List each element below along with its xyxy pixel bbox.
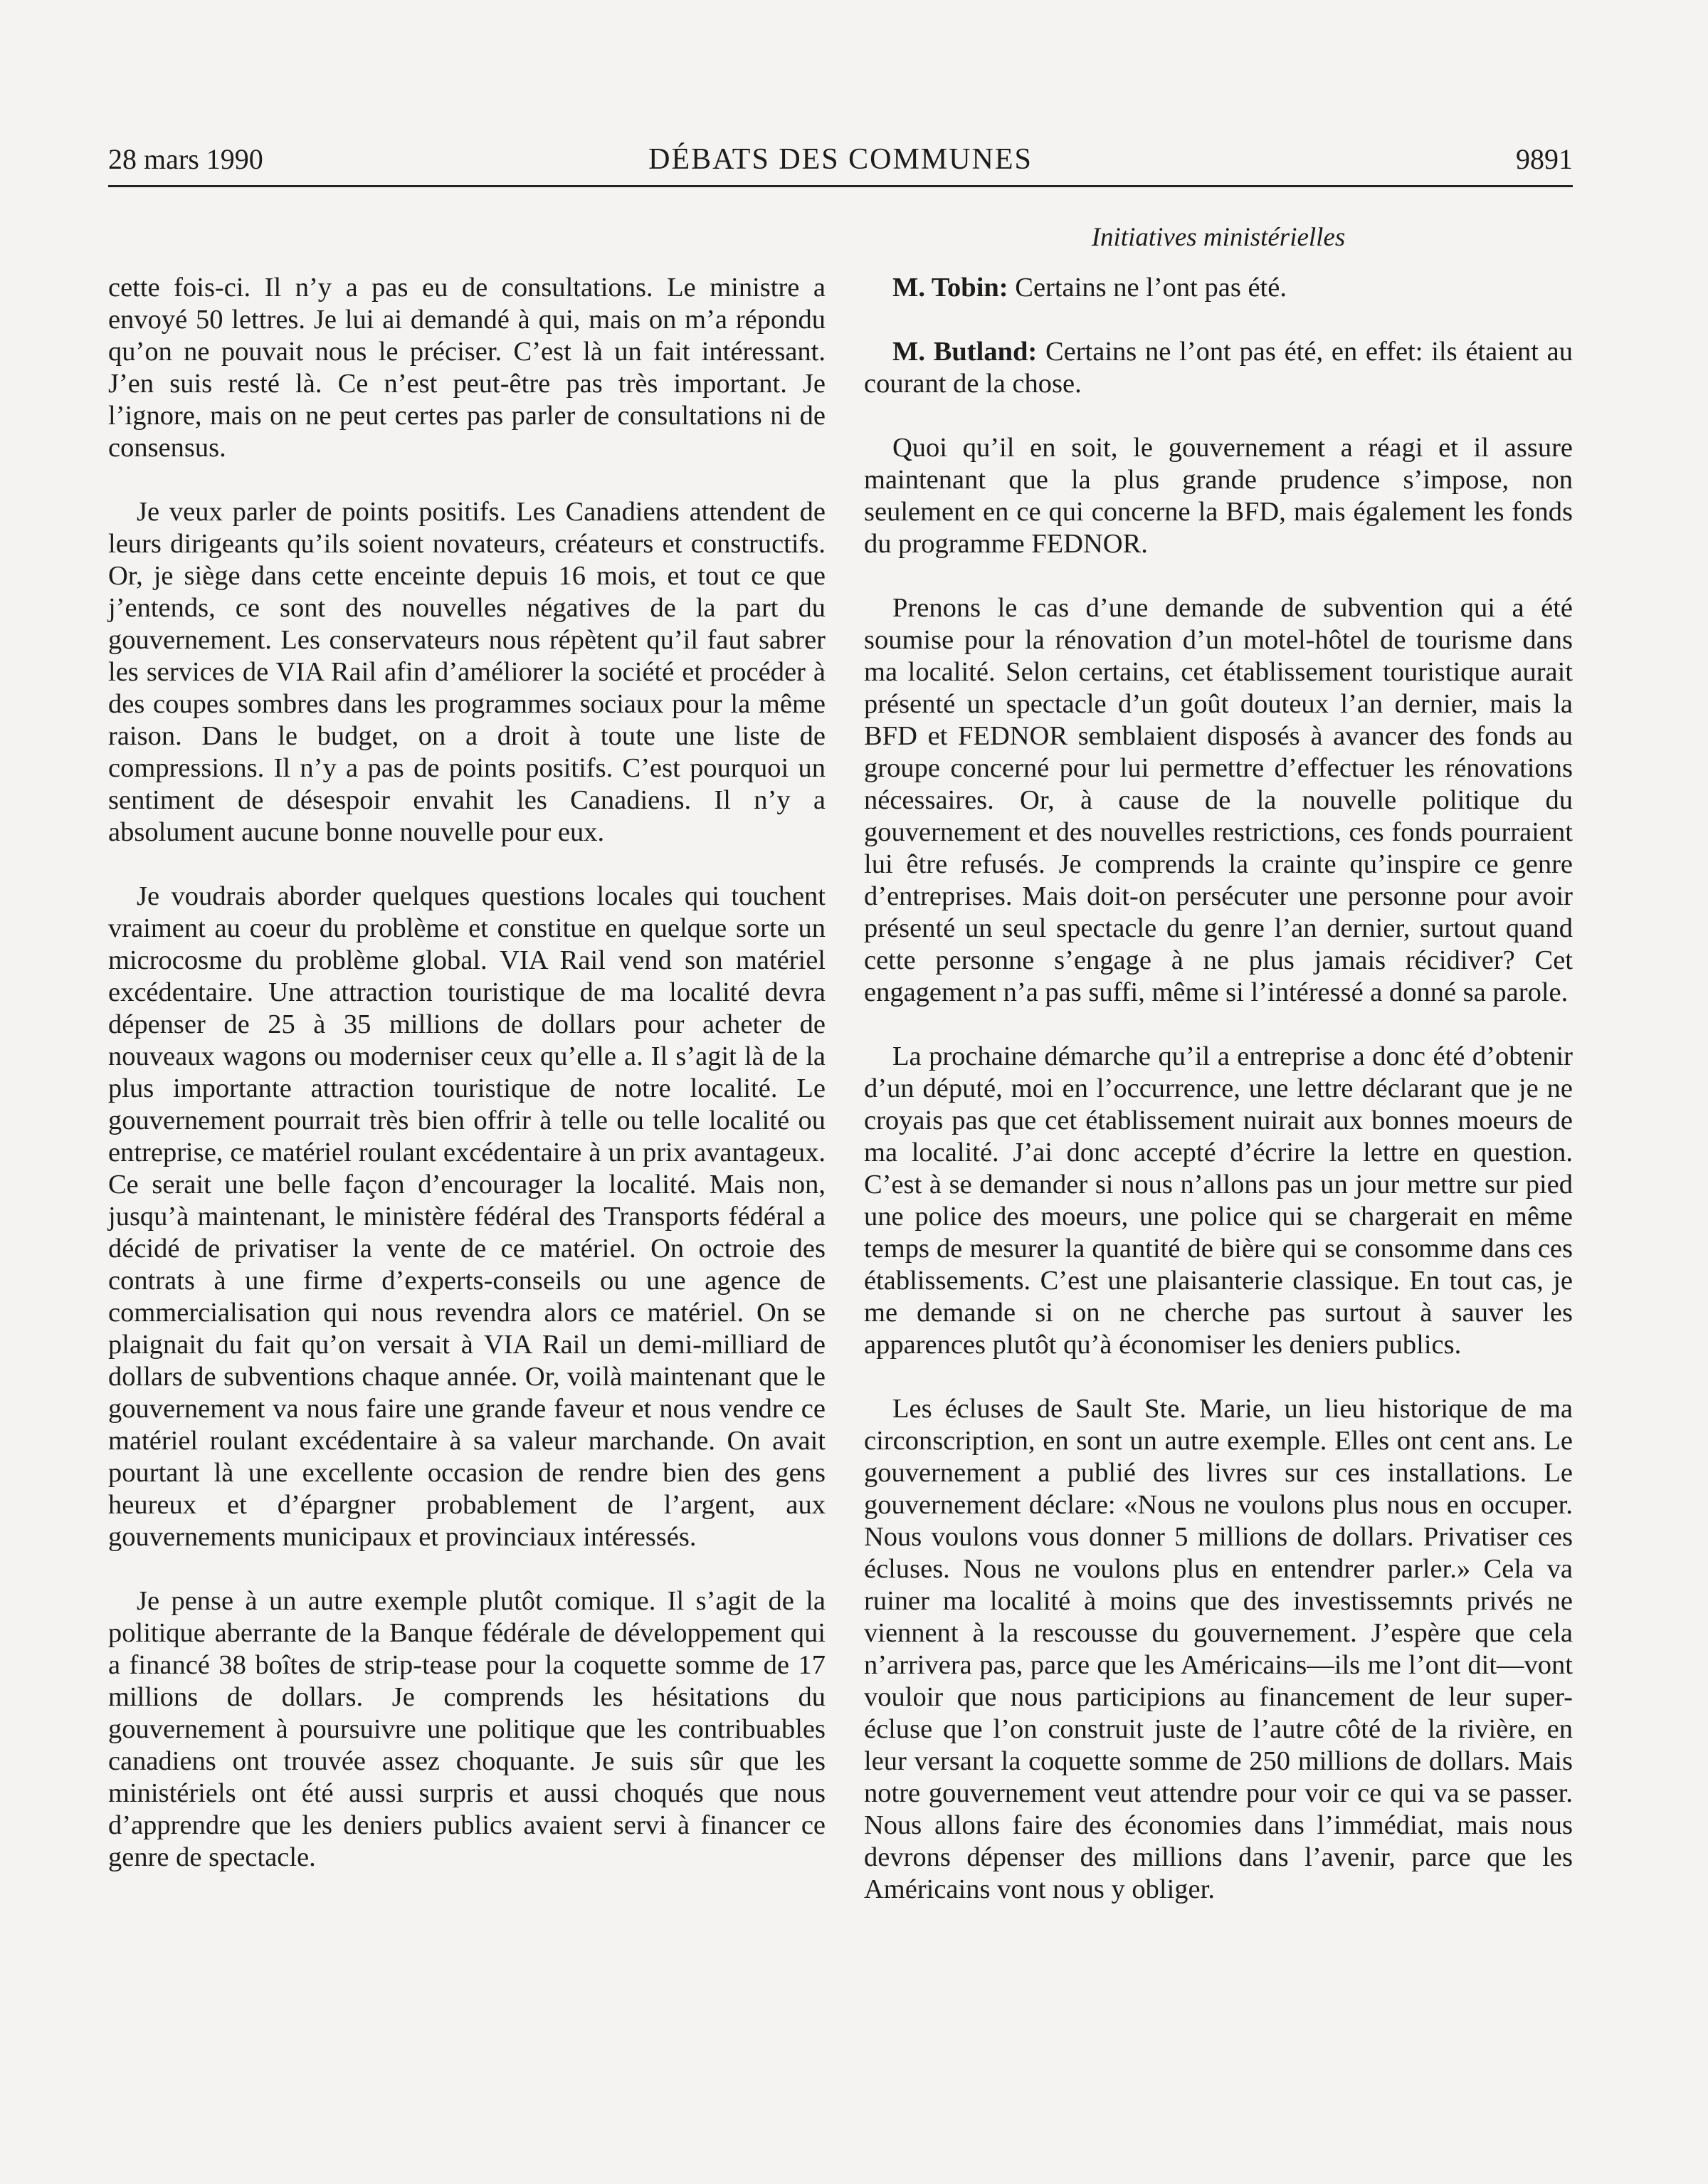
right-paragraph-4: Prenons le cas d’une demande de subvention qui a été soumise pour la rénovation d’un motel-hôtel de tourisme dans ma localité. Selon certains, cet établissement touristique aurait présenté un spectacle d’un goût douteux l’an dernier, mais la BFD et FEDNOR semblaient disposés à avancer des fonds au groupe concerné pour lui permettre d’effectuer les rénovations nécessaires. Or, à cause de la nouvelle politique du gouvernement et des nouvelles restrictions, ces fonds pourraient lui être refusés. Je comprends la crainte qu’inspire ce genre d’entreprises. Mais doit-on persécuter une personne pour avoir présenté un seul spectacle du genre l’an dernier, surtout quand cette personne s’engage à ne plus jamais récidiver? Cet engagement n’a pas suffi, même si l’intéressé a donné sa parole. — [864, 593, 1573, 1007]
left-paragraph-4: Je pense à un autre exemple plutôt comique. Il s’agit de la politique aberrante de la Banque fédérale de développement qui a financé 38 boîtes de strip-tease pour la coquette somme de 17 millions de dollars. Je comprends les hésitations du gouvernement à poursuivre une politique que les contribuables canadiens ont trouvée assez choquante. Je suis sûr que les ministériels ont été aussi surpris et aussi choqués que nous d’apprendre que les deniers publics avaient servi à financer ce genre de spectacle. — [108, 1586, 826, 1872]
section-heading: Initiatives ministérielles — [1091, 223, 1346, 252]
left-column — [108, 272, 826, 1906]
speaker-butland: M. Butland: — [892, 337, 1038, 367]
header-rule — [108, 185, 1573, 187]
right-column — [864, 272, 1573, 1938]
left-paragraph-2: Je veux parler de points positifs. Les Canadiens attendent de leurs dirigeants qu’ils soient novateurs, créateurs et constructifs. Or, je siège dans cette enceinte depuis 16 mois, et tout ce que j’entends, ce sont des nouvelles négatives de la part du gouvernement. Les conservateurs nous répètent qu’il faut sabrer les services de VIA Rail afin d’améliorer la société et procéder à des coupes sombres dans les programmes sociaux pour la même raison. Dans le budget, on a droit à toute une liste de compressions. Il n’y a pas de points positifs. C’est pourquoi un sentiment de désespoir envahit les Canadiens. Il n’y a absolument aucune bonne nouvelle pour eux. — [108, 497, 826, 847]
header-date: 28 mars 1990 — [108, 143, 263, 175]
right-paragraph-3: Quoi qu’il en soit, le gouvernement a réagi et il assure maintenant que la plus grande prudence s’impose, non seulement en ce qui concerne la BFD, mais également les fonds du programme FEDNOR. — [864, 433, 1573, 559]
left-paragraph-1: cette fois-ci. Il n’y a pas eu de consultations. Le ministre a envoyé 50 lettres. Je lui ai demandé à qui, mais on m’a répondu qu’on ne pouvait nous le préciser. C’est là un fait intéressant. J’en suis resté là. Ce n’est peut-être pas très important. Je l’ignore, mais on ne peut certes pas parler de consultations ni de consensus. — [108, 273, 826, 463]
running-header — [108, 142, 1573, 185]
right-paragraph-tobin — [864, 272, 1573, 304]
right-paragraph-6: Les écluses de Sault Ste. Marie, un lieu historique de ma circonscription, en sont un autre exemple. Elles ont cent ans. Le gouvernement a publié des livres sur ces installations. Le gouvernement déclare: «Nous ne voulons plus nous en occuper. Nous voulons vous donner 5 millions de dollars. Privatiser ces écluses. Nous ne voulons plus en entendrer parler.» Cela va ruiner ma localité à moins que des investissemnts privés ne viennent à la rescousse du gouvernement. J’espère que cela n’arrivera pas, parce que les Américains—ils me l’ont dit—vont vouloir que nous participions au financement de leur super-écluse que l’on construit juste de l’autre côté de la rivière, en leur versant la coquette somme de 250 millions de dollars. Mais notre gouvernement veut attendre pour voir ce qui va se passer. Nous allons faire des économies dans l’immédiat, mais nous devrons dépenser des millions dans l’avenir, parce que les Américains vont nous y obliger. — [864, 1394, 1573, 1904]
left-paragraph-3: Je voudrais aborder quelques questions locales qui touchent vraiment au coeur du problème et constitue en quelque sorte un microcosme du problème global. VIA Rail vend son matériel excédentaire. Une attraction touristique de ma localité devra dépenser de 25 à 35 millions de dollars pour acheter de nouveaux wagons ou moderniser ceux qu’elle a. Il s’agit là de la plus importante attraction touristique de notre localité. Le gouvernement pourrait très bien offrir à telle ou telle localité ou entreprise, ce matériel roulant excédentaire à un prix avantageux. Ce serait une belle façon d’encourager la localité. Mais non, jusqu’à maintenant, le ministère fédéral des Transports fédéral a décidé de privatiser la vente de ce matériel. On octroie des contrats à une firme d’experts-conseils ou une agence de commercialisation qui nous revendra alors ce matériel. On se plaignait du fait qu’on versait à VIA Rail un demi-milliard de dollars de subventions chaque année. Or, voilà maintenant que le gouvernement va nous faire une grande faveur et nous vendre ce matériel roulant excédentaire à sa valeur marchande. On avait pourtant là une excellente occasion de rendre bien des gens heureux et d’épargner probablement de l’argent, aux gouvernements municipaux et provinciaux intéressés. — [108, 881, 826, 1552]
speaker-tobin: M. Tobin: — [892, 273, 1008, 303]
page-number: 9891 — [1516, 143, 1573, 175]
right-paragraph-butland — [864, 336, 1573, 400]
right-paragraph-5: La prochaine démarche qu’il a entreprise a donc été d’obtenir d’un député, moi en l’occurrence, une lettre déclarant que je ne croyais pas que cet établissement nuirait aux bonnes moeurs de ma localité. J’ai donc accepté d’écrire la lettre en question. C’est à se demander si nous n’allons pas un jour mettre sur pied une police des moeurs, une police qui se chargerait en même temps de mesurer la quantité de bière qui se consomme dans ces établissements. C’est une plaisanterie classique. En tout cas, je me demande si on ne cherche pas surtout à sauver les apparences plutôt qu’à économiser les deniers publics. — [864, 1041, 1573, 1360]
tobin-remark: Certains ne l’ont pas été. — [1015, 273, 1287, 303]
publication-title: DÉBATS DES COMMUNES — [648, 143, 1033, 176]
butland-remark: Certains ne l’ont pas été, en effet: ils étaient au courant de la chose. — [864, 337, 1573, 399]
